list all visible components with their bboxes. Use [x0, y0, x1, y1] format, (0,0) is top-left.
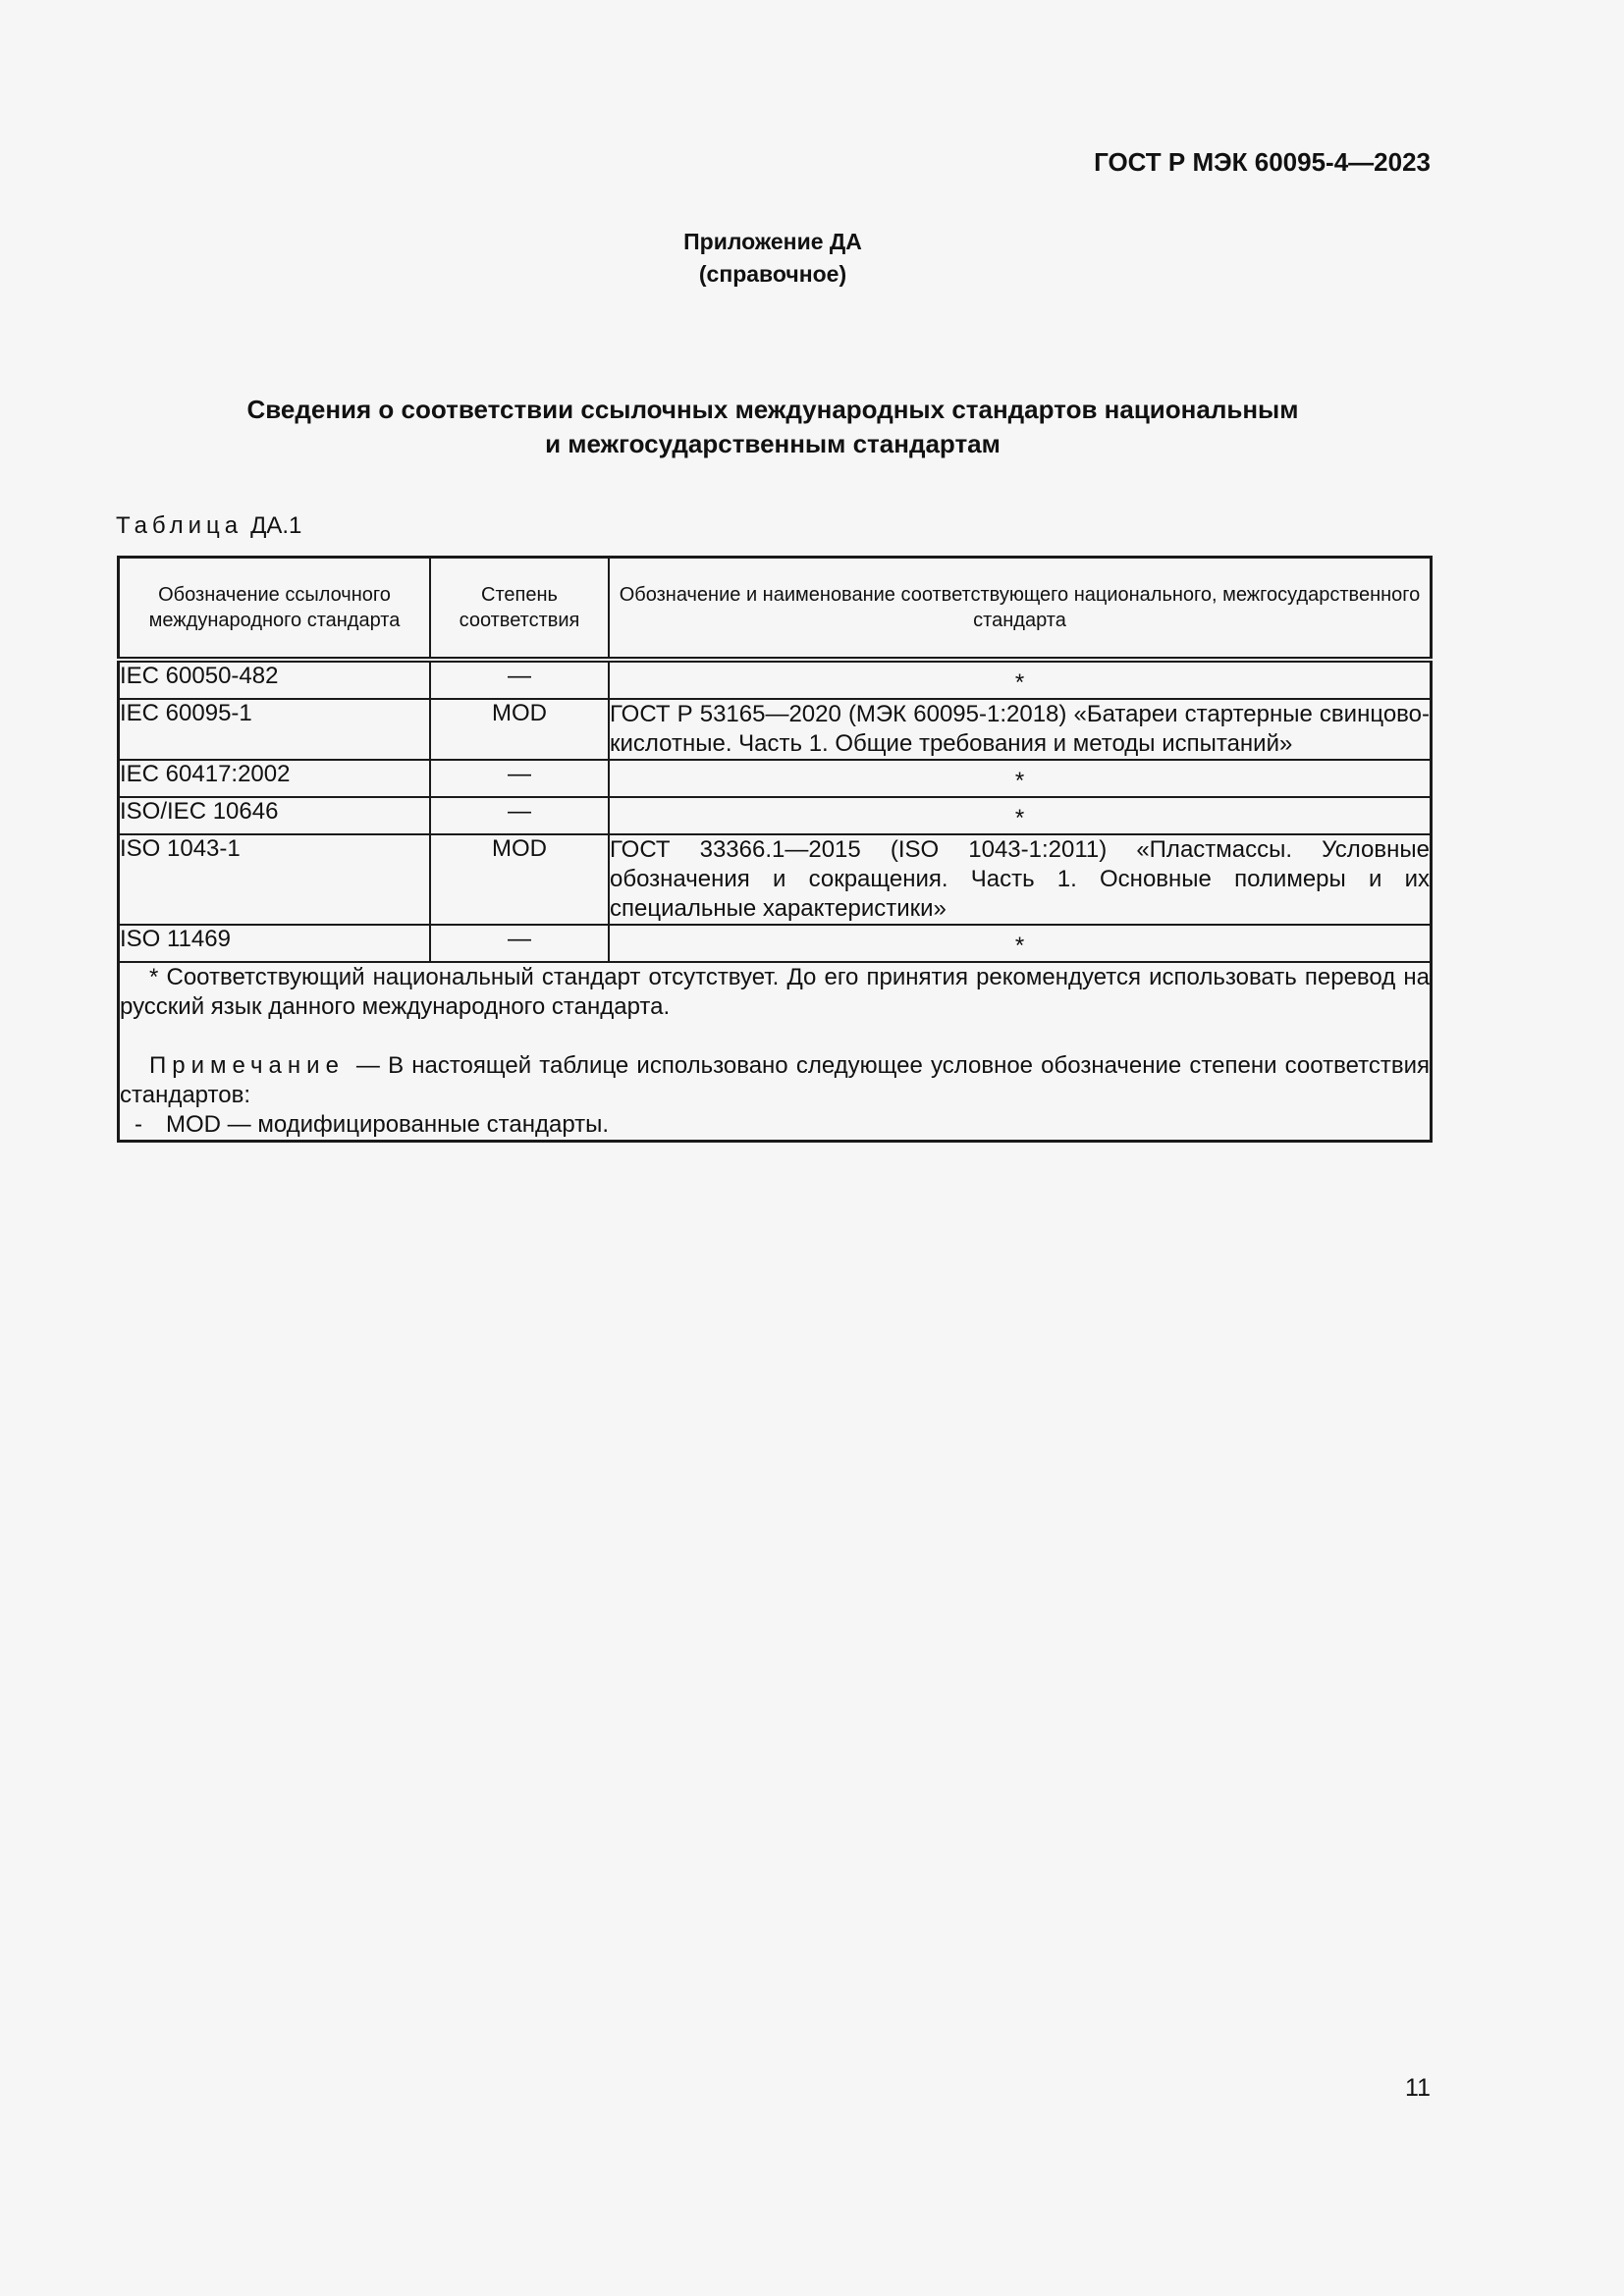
section-title	[0, 393, 1545, 461]
appendix-heading	[0, 226, 1545, 291]
standards-table	[117, 556, 1433, 1143]
note-item-text: MOD — модифицированные стандарты.	[166, 1111, 610, 1138]
note-item-dash: -	[135, 1111, 142, 1138]
table-row	[119, 797, 1432, 834]
cell-national: *	[609, 660, 1432, 699]
section-title-line1: Сведения о соответствии ссылочных международных стандартов национальным	[246, 395, 1299, 424]
table-caption-id: ДА.1	[250, 512, 302, 539]
appendix-subtitle: (справочное)	[698, 261, 847, 287]
table-row	[119, 699, 1432, 760]
table-row	[119, 660, 1432, 699]
table-notes	[119, 962, 1432, 1142]
table-row	[119, 760, 1432, 797]
header-degree: Степень соответствия	[430, 558, 609, 661]
cell-ref: ISO 11469	[119, 925, 431, 962]
cell-national: ГОСТ 33366.1—2015 (ISO 1043-1:2011) «Пластмассы. Условные обозначения и сокращения. Часть 1. Основные полимеры и их специальные характеристики»	[609, 834, 1432, 925]
note-label: Примечание	[149, 1052, 345, 1079]
cell-ref: ISO/IEC 10646	[119, 797, 431, 834]
cell-ref: IEC 60050-482	[119, 660, 431, 699]
table-row	[119, 834, 1432, 925]
note-list-item	[120, 1110, 1430, 1140]
cell-degree: MOD	[430, 699, 609, 760]
cell-national: *	[609, 760, 1432, 797]
footnote-star: * Соответствующий национальный стандарт отсутствует. До его принятия рекомендуется использовать перевод на русский язык данного международного стандарта.	[120, 964, 1430, 1020]
cell-ref: IEC 60095-1	[119, 699, 431, 760]
note-text: — В настоящей таблице использовано следующее условное обозначение степени соответствия стандартов:	[120, 1052, 1430, 1108]
note	[120, 1051, 1430, 1110]
cell-degree: MOD	[430, 834, 609, 925]
appendix-title: Приложение ДА	[683, 229, 862, 254]
table-header-row	[119, 558, 1432, 661]
cell-degree: —	[430, 760, 609, 797]
page-number: 11	[1405, 2074, 1431, 2102]
table-caption	[116, 512, 301, 540]
cell-national: *	[609, 797, 1432, 834]
cell-degree: —	[430, 925, 609, 962]
cell-ref: IEC 60417:2002	[119, 760, 431, 797]
table-notes-row	[119, 962, 1432, 1142]
cell-national: *	[609, 925, 1432, 962]
cell-degree: —	[430, 797, 609, 834]
table-caption-word: Таблица	[116, 512, 244, 539]
section-title-line2: и межгосударственным стандартам	[545, 429, 1001, 458]
cell-national: ГОСТ Р 53165—2020 (МЭК 60095-1:2018) «Батареи стартерные свинцово-кислотные. Часть 1. Общие требования и методы испытаний»	[609, 699, 1432, 760]
header-national-standard: Обозначение и наименование соответствующего национального, межгосударственного стандарта	[609, 558, 1432, 661]
cell-ref: ISO 1043-1	[119, 834, 431, 925]
table-row	[119, 925, 1432, 962]
document-code: ГОСТ Р МЭК 60095-4—2023	[1094, 147, 1431, 177]
header-ref-standard: Обозначение ссылочного международного стандарта	[119, 558, 431, 661]
cell-degree: —	[430, 660, 609, 699]
